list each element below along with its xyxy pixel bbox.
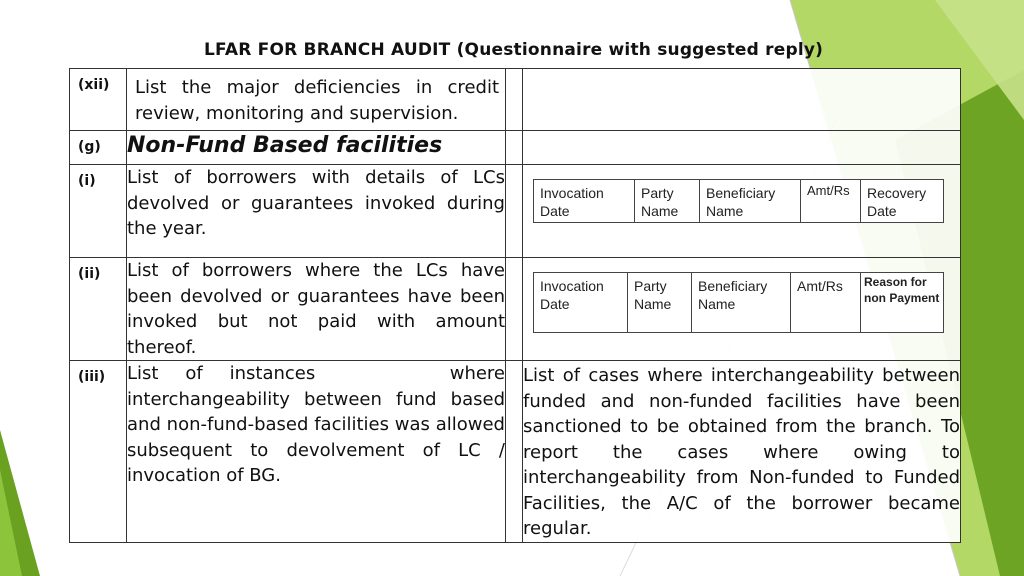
row-number: (ii)	[70, 258, 127, 361]
row-i	[70, 165, 961, 258]
answer-cell	[523, 165, 961, 258]
column-header: Beneficiary Name	[700, 180, 801, 223]
row-ii	[70, 258, 961, 361]
table-header-row	[534, 180, 944, 223]
question-cell: List the major deficiencies in credit review, monitoring and supervision.	[127, 69, 506, 131]
recovery-details-table	[533, 179, 944, 223]
spacer-cell	[506, 69, 523, 131]
row-number: (xii)	[70, 69, 127, 131]
questionnaire-table	[69, 68, 961, 543]
column-header: Reason for non Payment	[861, 273, 944, 333]
column-header: Recovery Date	[861, 180, 944, 223]
column-header: Party Name	[635, 180, 700, 223]
answer-cell	[523, 69, 961, 131]
row-xii	[70, 69, 961, 131]
column-header: Beneficiary Name	[692, 273, 791, 333]
section-heading: Non-Fund Based facilities	[127, 131, 506, 165]
question-cell: List of borrowers with details of LCs devolved or guarantees invoked during the year.	[127, 165, 506, 258]
column-header: Party Name	[628, 273, 692, 333]
spacer-cell	[506, 131, 523, 165]
question-cell: List of borrowers where the LCs have been devolved or guarantees have been invoked but not paid with amount thereof.	[127, 258, 506, 361]
spacer-cell	[506, 258, 523, 361]
row-number: (g)	[70, 131, 127, 165]
page-title: LFAR FOR BRANCH AUDIT (Questionnaire with suggested reply)	[204, 40, 824, 60]
spacer-cell	[506, 165, 523, 258]
table-header-row	[534, 273, 944, 333]
non-payment-details-table	[533, 272, 944, 333]
row-number: (iii)	[70, 361, 127, 543]
column-header: Invocation Date	[534, 180, 635, 223]
column-header: Invocation Date	[534, 273, 628, 333]
answer-cell: List of cases where interchangeability between funded and non-funded facilities have been sanctioned to be obtained from the branch. To report the cases where owing to interchangeability from Non-funded to Funded Facilities, the A/C of the borrower became regular.	[523, 361, 961, 543]
answer-cell	[523, 131, 961, 165]
row-number: (i)	[70, 165, 127, 258]
answer-cell	[523, 258, 961, 361]
question-cell: List of instances where interchangeability between fund based and non-fund-based facilities was allowed subsequent to devolvement of LC / invocation of BG.	[127, 361, 506, 543]
row-g	[70, 131, 961, 165]
column-header: Amt/Rs	[791, 273, 861, 333]
column-header: Amt/Rs	[801, 180, 861, 223]
row-iii	[70, 361, 961, 543]
